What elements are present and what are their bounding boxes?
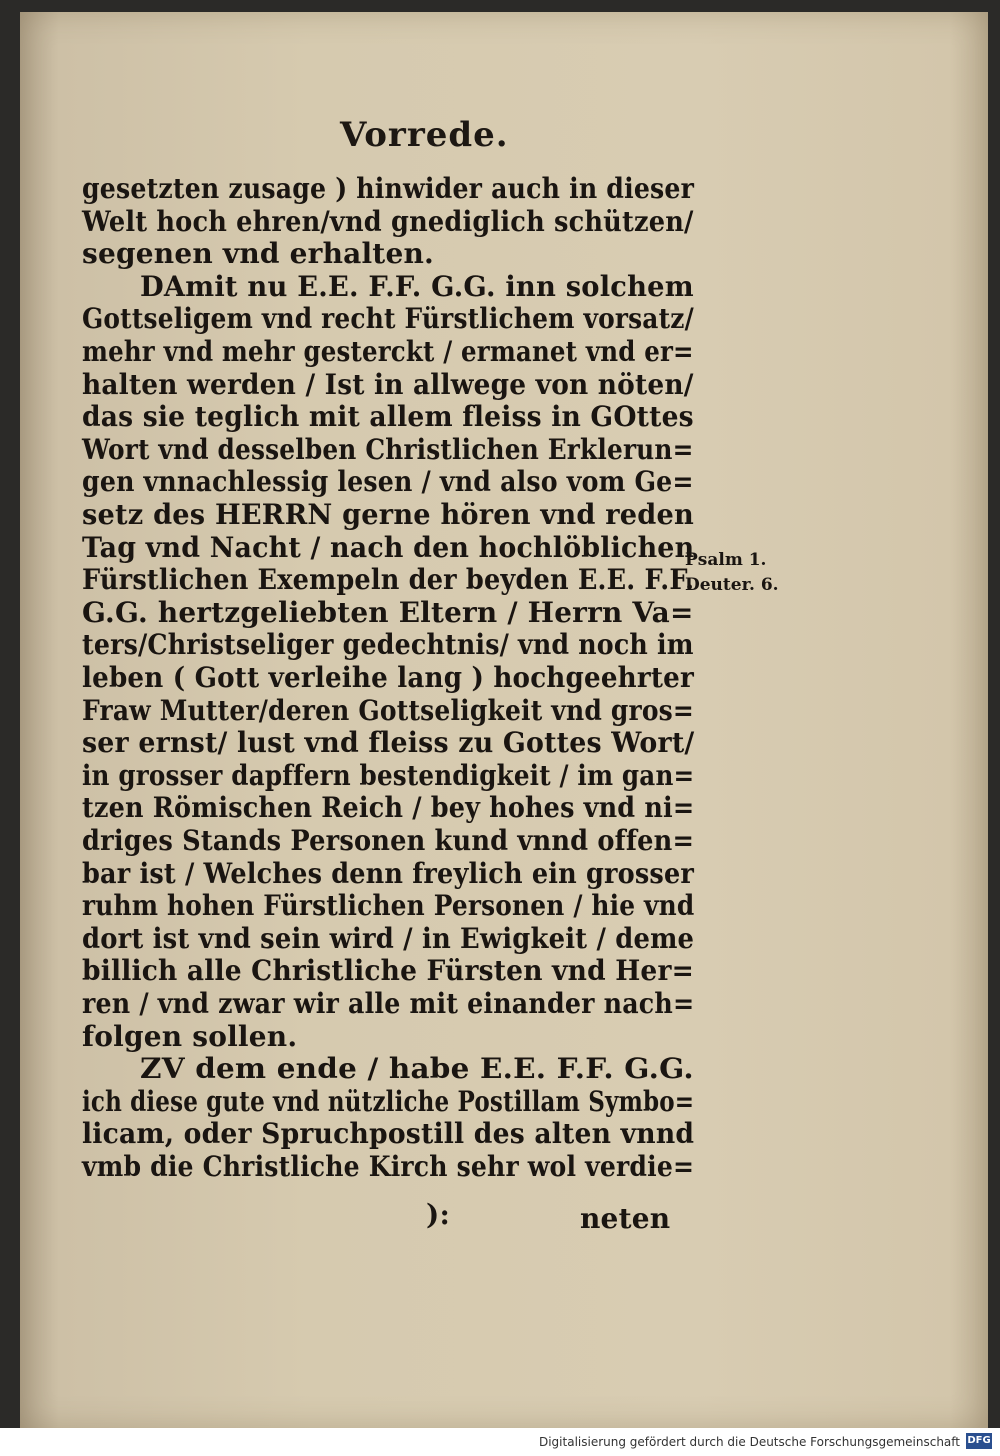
catchword: neten bbox=[580, 1202, 671, 1235]
text-line: Gottseligem vnd recht Fürstlichem vorsatz/ bbox=[82, 302, 694, 336]
text-line: Fürstlichen Exempeln der beyden E.E. F.F. bbox=[82, 563, 695, 597]
text-line: folgen sollen. bbox=[82, 1019, 298, 1053]
text-line: ren / vnd zwar wir alle mit einander nach= bbox=[82, 987, 695, 1020]
text-line: leben ( Gott verleihe lang ) hochgeehrter bbox=[82, 661, 694, 694]
text-line: licam, oder Spruchpostill des alten vnnd bbox=[82, 1117, 695, 1151]
text-line: driges Stands Personen kund vnnd offen= bbox=[82, 824, 695, 857]
text-line: gen vnnachlessig lesen / vnd also vom Ge= bbox=[82, 465, 694, 499]
text-line: mehr vnd mehr gesterckt / ermanet vnd er= bbox=[82, 335, 694, 368]
dfg-logo: DFG bbox=[966, 1433, 992, 1449]
text-line: ruhm hohen Fürstlichen Personen / hie vnd bbox=[82, 889, 695, 923]
text-line: G.G. hertzgeliebten Eltern / Herrn Va= bbox=[82, 595, 694, 629]
footer-credit: Digitalisierung gefördert durch die Deutsche Forschungsgemeinschaft bbox=[538, 1435, 960, 1449]
text-line: DAmit nu E.E. F.F. G.G. inn solchem bbox=[140, 269, 694, 303]
margin-note-deuter: Deuter. 6. bbox=[685, 575, 779, 595]
margin-note-psalm: Psalm 1. bbox=[685, 550, 767, 570]
text-line: setz des HERRN gerne hören vnd reden bbox=[82, 498, 694, 531]
text-line: vmb die Christliche Kirch sehr wol verdie= bbox=[82, 1150, 695, 1183]
text-line: ich diese gute vnd nützliche Postillam Symbo= bbox=[82, 1084, 695, 1118]
text-line: ters/Christseliger gedechtnis/ vnd noch im bbox=[82, 628, 694, 662]
text-line: dort ist vnd sein wird / in Ewigkeit / deme bbox=[82, 921, 695, 955]
book-page bbox=[20, 12, 988, 1428]
text-line: Tag vnd Nacht / nach den hochlöblichen bbox=[82, 530, 695, 564]
signature-mark: ): bbox=[426, 1198, 450, 1231]
text-line: ZV dem ende / habe E.E. F.F. G.G. bbox=[140, 1052, 694, 1086]
footer-bar bbox=[0, 1428, 1000, 1456]
text-line: Welt hoch ehren/vnd gnediglich schützen/ bbox=[82, 204, 694, 238]
page-header: Vorrede. bbox=[340, 115, 509, 155]
text-line: in grosser dapffern bestendigkeit / im gan= bbox=[82, 758, 695, 792]
text-line: tzen Römischen Reich / bey hohes vnd ni= bbox=[82, 791, 695, 825]
text-line: Wort vnd desselben Christlichen Erklerun= bbox=[82, 432, 694, 466]
text-line: halten werden / Ist in allwege von nöten/ bbox=[82, 367, 694, 401]
text-line: Fraw Mutter/deren Gottseligkeit vnd gros= bbox=[82, 693, 695, 727]
text-line: das sie teglich mit allem fleiss in GOttes bbox=[82, 400, 694, 434]
text-line: gesetzten zusage ) hinwider auch in dieser bbox=[82, 172, 695, 205]
text-line: segenen vnd erhalten. bbox=[82, 237, 434, 271]
text-line: billich alle Christliche Fürsten vnd Her= bbox=[82, 954, 694, 988]
text-line: ser ernst/ lust vnd fleiss zu Gottes Wort/ bbox=[82, 726, 695, 760]
text-line: bar ist / Welches denn freylich ein grosser bbox=[82, 856, 695, 890]
